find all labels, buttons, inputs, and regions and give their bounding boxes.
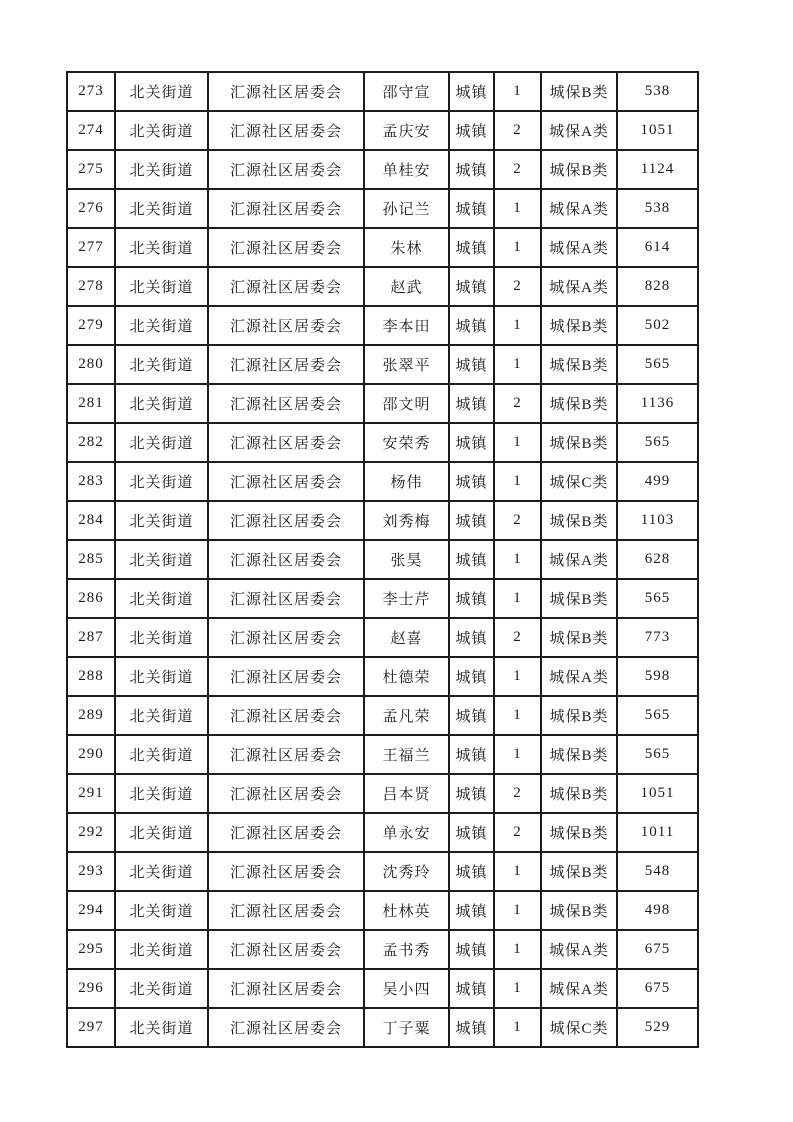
cell-amount: 548	[617, 852, 698, 891]
cell-community-committee: 汇源社区居委会	[208, 735, 364, 774]
cell-community-committee: 汇源社区居委会	[208, 930, 364, 969]
cell-person-name: 丁子粟	[364, 1008, 449, 1047]
cell-row-number: 277	[67, 228, 115, 267]
cell-person-name: 王福兰	[364, 735, 449, 774]
cell-person-name: 杜林英	[364, 891, 449, 930]
cell-amount: 614	[617, 228, 698, 267]
cell-amount: 565	[617, 345, 698, 384]
table-row	[67, 189, 698, 228]
cell-person-count: 2	[494, 618, 541, 657]
cell-community-committee: 汇源社区居委会	[208, 111, 364, 150]
cell-amount: 1051	[617, 774, 698, 813]
cell-residence-type: 城镇	[449, 111, 494, 150]
cell-street: 北关街道	[115, 150, 208, 189]
cell-residence-type: 城镇	[449, 306, 494, 345]
cell-insurance-category: 城保B类	[541, 501, 617, 540]
table-row	[67, 969, 698, 1008]
cell-person-name: 李本田	[364, 306, 449, 345]
cell-residence-type: 城镇	[449, 1008, 494, 1047]
table-row	[67, 930, 698, 969]
cell-street: 北关街道	[115, 111, 208, 150]
cell-person-name: 孟庆安	[364, 111, 449, 150]
cell-amount: 565	[617, 423, 698, 462]
cell-amount: 598	[617, 657, 698, 696]
cell-person-count: 1	[494, 969, 541, 1008]
benefits-roster-table	[66, 71, 699, 1048]
cell-amount: 565	[617, 696, 698, 735]
cell-row-number: 282	[67, 423, 115, 462]
cell-community-committee: 汇源社区居委会	[208, 969, 364, 1008]
cell-row-number: 284	[67, 501, 115, 540]
cell-residence-type: 城镇	[449, 969, 494, 1008]
table-row	[67, 657, 698, 696]
cell-person-name: 邵守宣	[364, 72, 449, 111]
cell-community-committee: 汇源社区居委会	[208, 696, 364, 735]
table-row	[67, 228, 698, 267]
cell-street: 北关街道	[115, 1008, 208, 1047]
cell-person-name: 沈秀玲	[364, 852, 449, 891]
cell-amount: 502	[617, 306, 698, 345]
cell-insurance-category: 城保A类	[541, 267, 617, 306]
table-row	[67, 384, 698, 423]
cell-person-count: 1	[494, 891, 541, 930]
cell-row-number: 273	[67, 72, 115, 111]
cell-row-number: 281	[67, 384, 115, 423]
cell-residence-type: 城镇	[449, 696, 494, 735]
table-row	[67, 540, 698, 579]
table-row	[67, 1008, 698, 1047]
cell-person-count: 2	[494, 774, 541, 813]
table-row	[67, 111, 698, 150]
cell-street: 北关街道	[115, 696, 208, 735]
cell-person-count: 1	[494, 228, 541, 267]
cell-community-committee: 汇源社区居委会	[208, 579, 364, 618]
cell-insurance-category: 城保B类	[541, 696, 617, 735]
cell-person-count: 2	[494, 813, 541, 852]
cell-community-committee: 汇源社区居委会	[208, 306, 364, 345]
cell-person-name: 杨伟	[364, 462, 449, 501]
cell-insurance-category: 城保B类	[541, 813, 617, 852]
cell-person-name: 杜德荣	[364, 657, 449, 696]
cell-street: 北关街道	[115, 384, 208, 423]
cell-amount: 565	[617, 735, 698, 774]
cell-community-committee: 汇源社区居委会	[208, 189, 364, 228]
cell-person-count: 2	[494, 150, 541, 189]
cell-row-number: 289	[67, 696, 115, 735]
cell-amount: 675	[617, 969, 698, 1008]
table-row	[67, 72, 698, 111]
cell-amount: 498	[617, 891, 698, 930]
cell-row-number: 297	[67, 1008, 115, 1047]
table-row	[67, 423, 698, 462]
cell-residence-type: 城镇	[449, 384, 494, 423]
cell-person-name: 刘秀梅	[364, 501, 449, 540]
cell-community-committee: 汇源社区居委会	[208, 657, 364, 696]
cell-amount: 1011	[617, 813, 698, 852]
cell-insurance-category: 城保B类	[541, 891, 617, 930]
cell-community-committee: 汇源社区居委会	[208, 540, 364, 579]
cell-row-number: 283	[67, 462, 115, 501]
cell-insurance-category: 城保B类	[541, 72, 617, 111]
cell-residence-type: 城镇	[449, 345, 494, 384]
cell-person-count: 2	[494, 384, 541, 423]
cell-street: 北关街道	[115, 540, 208, 579]
cell-community-committee: 汇源社区居委会	[208, 384, 364, 423]
cell-street: 北关街道	[115, 618, 208, 657]
cell-person-name: 单桂安	[364, 150, 449, 189]
cell-person-name: 张昊	[364, 540, 449, 579]
cell-person-name: 吕本贤	[364, 774, 449, 813]
cell-community-committee: 汇源社区居委会	[208, 618, 364, 657]
cell-insurance-category: 城保B类	[541, 423, 617, 462]
cell-row-number: 274	[67, 111, 115, 150]
cell-person-count: 2	[494, 111, 541, 150]
cell-person-count: 1	[494, 189, 541, 228]
cell-residence-type: 城镇	[449, 267, 494, 306]
cell-row-number: 290	[67, 735, 115, 774]
cell-amount: 565	[617, 579, 698, 618]
cell-insurance-category: 城保B类	[541, 579, 617, 618]
cell-residence-type: 城镇	[449, 540, 494, 579]
cell-residence-type: 城镇	[449, 72, 494, 111]
cell-person-name: 单永安	[364, 813, 449, 852]
cell-street: 北关街道	[115, 72, 208, 111]
cell-person-name: 孟书秀	[364, 930, 449, 969]
cell-insurance-category: 城保A类	[541, 189, 617, 228]
cell-person-count: 1	[494, 345, 541, 384]
cell-person-name: 赵喜	[364, 618, 449, 657]
cell-community-committee: 汇源社区居委会	[208, 462, 364, 501]
cell-row-number: 295	[67, 930, 115, 969]
cell-row-number: 279	[67, 306, 115, 345]
cell-amount: 773	[617, 618, 698, 657]
cell-street: 北关街道	[115, 228, 208, 267]
cell-street: 北关街道	[115, 423, 208, 462]
table-row	[67, 306, 698, 345]
cell-residence-type: 城镇	[449, 228, 494, 267]
cell-residence-type: 城镇	[449, 930, 494, 969]
cell-person-count: 1	[494, 852, 541, 891]
cell-insurance-category: 城保B类	[541, 150, 617, 189]
cell-person-count: 1	[494, 579, 541, 618]
cell-person-count: 1	[494, 306, 541, 345]
cell-row-number: 291	[67, 774, 115, 813]
cell-street: 北关街道	[115, 579, 208, 618]
table-row	[67, 150, 698, 189]
cell-amount: 538	[617, 189, 698, 228]
cell-community-committee: 汇源社区居委会	[208, 774, 364, 813]
cell-person-count: 1	[494, 657, 541, 696]
cell-street: 北关街道	[115, 813, 208, 852]
cell-street: 北关街道	[115, 189, 208, 228]
cell-insurance-category: 城保C类	[541, 1008, 617, 1047]
cell-residence-type: 城镇	[449, 852, 494, 891]
cell-community-committee: 汇源社区居委会	[208, 72, 364, 111]
cell-person-count: 1	[494, 930, 541, 969]
cell-row-number: 287	[67, 618, 115, 657]
cell-street: 北关街道	[115, 852, 208, 891]
cell-street: 北关街道	[115, 735, 208, 774]
cell-insurance-category: 城保B类	[541, 345, 617, 384]
cell-row-number: 276	[67, 189, 115, 228]
cell-street: 北关街道	[115, 306, 208, 345]
cell-row-number: 288	[67, 657, 115, 696]
cell-row-number: 275	[67, 150, 115, 189]
cell-street: 北关街道	[115, 345, 208, 384]
cell-insurance-category: 城保B类	[541, 774, 617, 813]
cell-person-count: 1	[494, 1008, 541, 1047]
cell-person-count: 1	[494, 696, 541, 735]
cell-person-name: 赵武	[364, 267, 449, 306]
cell-row-number: 292	[67, 813, 115, 852]
cell-amount: 538	[617, 72, 698, 111]
cell-residence-type: 城镇	[449, 813, 494, 852]
table-row	[67, 501, 698, 540]
cell-street: 北关街道	[115, 891, 208, 930]
cell-amount: 529	[617, 1008, 698, 1047]
cell-insurance-category: 城保A类	[541, 969, 617, 1008]
cell-residence-type: 城镇	[449, 735, 494, 774]
cell-amount: 675	[617, 930, 698, 969]
cell-community-committee: 汇源社区居委会	[208, 228, 364, 267]
cell-row-number: 286	[67, 579, 115, 618]
cell-insurance-category: 城保B类	[541, 735, 617, 774]
cell-amount: 1103	[617, 501, 698, 540]
cell-street: 北关街道	[115, 657, 208, 696]
cell-community-committee: 汇源社区居委会	[208, 813, 364, 852]
cell-amount: 628	[617, 540, 698, 579]
cell-insurance-category: 城保C类	[541, 462, 617, 501]
cell-residence-type: 城镇	[449, 189, 494, 228]
cell-insurance-category: 城保A类	[541, 111, 617, 150]
cell-street: 北关街道	[115, 462, 208, 501]
cell-insurance-category: 城保A类	[541, 228, 617, 267]
cell-residence-type: 城镇	[449, 657, 494, 696]
cell-street: 北关街道	[115, 267, 208, 306]
cell-residence-type: 城镇	[449, 462, 494, 501]
cell-community-committee: 汇源社区居委会	[208, 852, 364, 891]
cell-street: 北关街道	[115, 930, 208, 969]
cell-person-count: 1	[494, 423, 541, 462]
table-row	[67, 891, 698, 930]
table-row	[67, 345, 698, 384]
table-row	[67, 267, 698, 306]
cell-community-committee: 汇源社区居委会	[208, 150, 364, 189]
cell-community-committee: 汇源社区居委会	[208, 267, 364, 306]
cell-community-committee: 汇源社区居委会	[208, 501, 364, 540]
cell-insurance-category: 城保B类	[541, 384, 617, 423]
cell-community-committee: 汇源社区居委会	[208, 423, 364, 462]
cell-person-count: 2	[494, 267, 541, 306]
cell-person-count: 2	[494, 501, 541, 540]
cell-amount: 1136	[617, 384, 698, 423]
cell-person-count: 1	[494, 72, 541, 111]
cell-person-name: 孟凡荣	[364, 696, 449, 735]
cell-residence-type: 城镇	[449, 423, 494, 462]
cell-street: 北关街道	[115, 969, 208, 1008]
table-row	[67, 852, 698, 891]
cell-residence-type: 城镇	[449, 579, 494, 618]
cell-insurance-category: 城保A类	[541, 657, 617, 696]
table-row	[67, 462, 698, 501]
cell-residence-type: 城镇	[449, 501, 494, 540]
cell-person-count: 1	[494, 462, 541, 501]
cell-insurance-category: 城保A类	[541, 930, 617, 969]
cell-person-name: 邵文明	[364, 384, 449, 423]
cell-community-committee: 汇源社区居委会	[208, 891, 364, 930]
table-body	[67, 72, 698, 1047]
cell-row-number: 278	[67, 267, 115, 306]
cell-street: 北关街道	[115, 774, 208, 813]
table-row	[67, 735, 698, 774]
cell-community-committee: 汇源社区居委会	[208, 1008, 364, 1047]
cell-residence-type: 城镇	[449, 774, 494, 813]
cell-residence-type: 城镇	[449, 150, 494, 189]
cell-amount: 828	[617, 267, 698, 306]
cell-row-number: 296	[67, 969, 115, 1008]
table-row	[67, 813, 698, 852]
cell-residence-type: 城镇	[449, 891, 494, 930]
cell-person-name: 安荣秀	[364, 423, 449, 462]
cell-person-name: 朱林	[364, 228, 449, 267]
cell-person-count: 1	[494, 540, 541, 579]
cell-person-name: 孙记兰	[364, 189, 449, 228]
cell-insurance-category: 城保B类	[541, 618, 617, 657]
cell-person-count: 1	[494, 735, 541, 774]
cell-person-name: 李士芹	[364, 579, 449, 618]
cell-person-name: 吴小四	[364, 969, 449, 1008]
table-row	[67, 774, 698, 813]
cell-amount: 1051	[617, 111, 698, 150]
cell-community-committee: 汇源社区居委会	[208, 345, 364, 384]
cell-amount: 1124	[617, 150, 698, 189]
cell-row-number: 294	[67, 891, 115, 930]
table-row	[67, 579, 698, 618]
cell-residence-type: 城镇	[449, 618, 494, 657]
cell-row-number: 285	[67, 540, 115, 579]
cell-street: 北关街道	[115, 501, 208, 540]
table-row	[67, 696, 698, 735]
cell-person-name: 张翠平	[364, 345, 449, 384]
cell-row-number: 293	[67, 852, 115, 891]
cell-insurance-category: 城保B类	[541, 306, 617, 345]
cell-insurance-category: 城保B类	[541, 852, 617, 891]
cell-row-number: 280	[67, 345, 115, 384]
table-row	[67, 618, 698, 657]
cell-amount: 499	[617, 462, 698, 501]
cell-insurance-category: 城保A类	[541, 540, 617, 579]
